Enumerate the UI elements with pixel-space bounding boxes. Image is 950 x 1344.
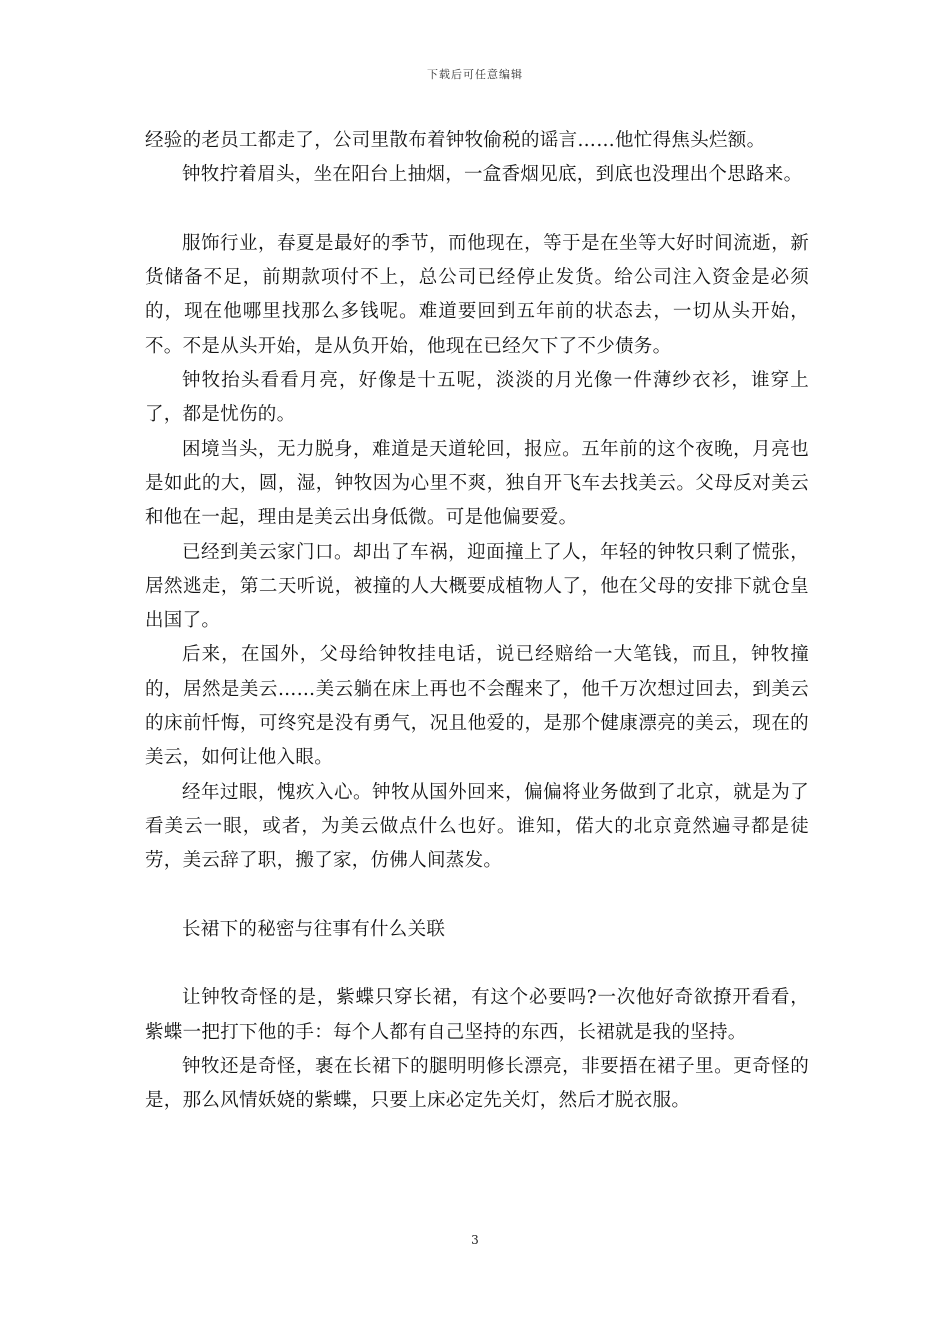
paragraph: 服饰行业，春夏是最好的季节，而他现在，等于是在坐等大好时间流逝，新货储备不足，前期款项付不上，总公司已经停止发货。给公司注入资金是必须的，现在他哪里找那么多钱呢。难道要回到五年前的状态去，一切从头开始，不。不是从头开始，是从负开始，他现在已经欠下了不少债务。 xyxy=(145,232,809,357)
paragraph: 钟牧抬头看看月亮，好像是十五呢，淡淡的月光像一件薄纱衣衫，谁穿上了，都是忧伤的。 xyxy=(145,370,809,426)
paragraph: 钟牧还是奇怪，裹在长裙下的腿明明修长漂亮，非要捂在裙子里。更奇怪的是，那么风情妖娆的紫蝶，只要上床必定先关灯，然后才脱衣服。 xyxy=(145,1056,809,1112)
paragraph-spacer xyxy=(145,947,809,981)
paragraph: 经验的老员工都走了，公司里散布着钟牧偷税的谣言……他忙得焦头烂额。 xyxy=(145,130,766,151)
page-header: 下载后可任意编辑 xyxy=(427,68,523,81)
paragraph: 已经到美云家门口。却出了车祸，迎面撞上了人，年轻的钟牧只剩了慌张，居然逃走，第二天听说，被撞的人大概要成植物人了，他在父母的安排下就仓皇出国了。 xyxy=(145,541,809,632)
document-body xyxy=(145,124,809,1119)
paragraph: 后来，在国外，父母给钟牧挂电话，说已经赔给一大笔钱，而且，钟牧撞的，居然是美云……美云躺在床上再也不会醒来了，他千万次想过回去，到美云的床前忏悔，可终究是没有勇气，况且他爱的，是那个健康漂亮的美云，现在的美云，如何让他入眼。 xyxy=(145,644,809,769)
paragraph-spacer xyxy=(145,879,809,913)
page-number: 3 xyxy=(471,1233,479,1247)
section-heading: 长裙下的秘密与往事有什么关联 xyxy=(182,918,446,940)
paragraph: 钟牧拧着眉头，坐在阳台上抽烟，一盒香烟见底，到底也没理出个思路来。 xyxy=(182,164,803,186)
paragraph-spacer xyxy=(145,193,809,227)
paragraph: 让钟牧奇怪的是，紫蝶只穿长裙，有这个必要吗?一次他好奇欲撩开看看，紫蝶一把打下他的手：每个人都有自己坚持的东西，长裙就是我的坚持。 xyxy=(145,987,809,1043)
paragraph: 经年过眼，愧疚入心。钟牧从国外回来，偏偏将业务做到了北京，就是为了看美云一眼，或者，为美云做点什么也好。谁知，偌大的北京竟然遍寻都是徒劳，美云辞了职，搬了家，仿佛人间蒸发。 xyxy=(145,781,809,872)
paragraph: 困境当头，无力脱身，难道是天道轮回，报应。五年前的这个夜晚，月亮也是如此的大，圆，湿，钟牧因为心里不爽，独自开飞车去找美云。父母反对美云和他在一起，理由是美云出身低微。可是他偏要爱。 xyxy=(145,438,809,529)
